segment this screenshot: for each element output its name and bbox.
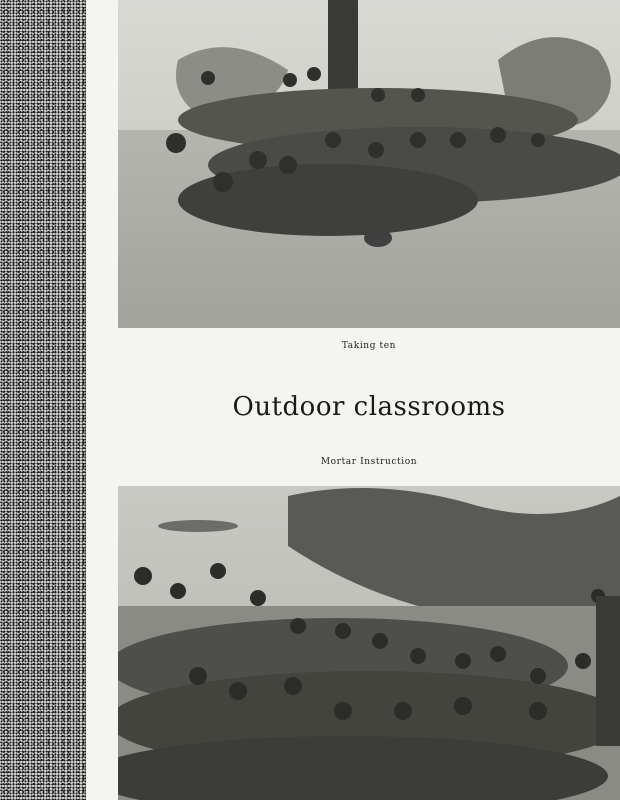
photo-caption: Mortar Instruction — [320, 457, 418, 467]
photo-caption: Taking ten — [341, 341, 397, 351]
page-heading: Outdoor classrooms — [232, 392, 506, 422]
photo-mortar-instruction — [118, 486, 620, 800]
photo-taking-ten — [118, 0, 620, 328]
stipple-border — [0, 0, 86, 800]
